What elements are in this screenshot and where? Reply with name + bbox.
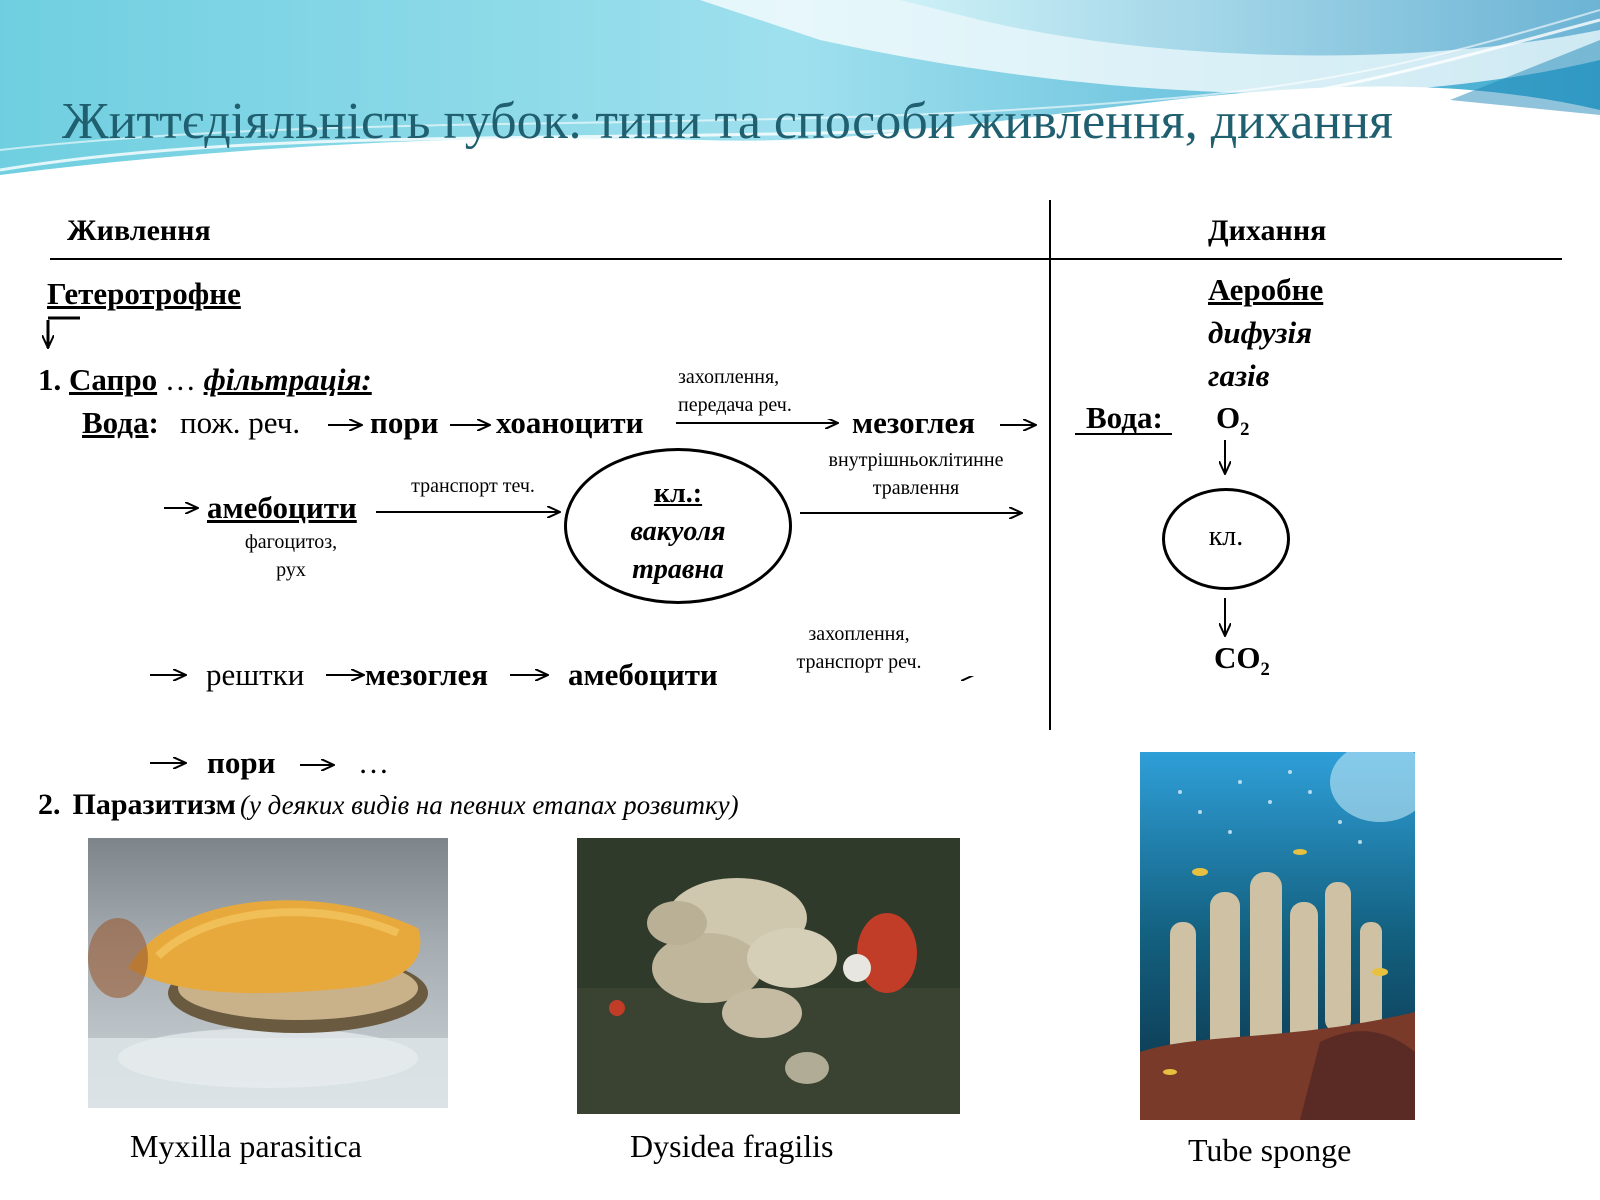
water-label: Вода xyxy=(82,405,149,440)
phago-line1: фагоцитоз, xyxy=(244,531,338,553)
remains-label: рештки xyxy=(206,657,305,692)
header-feeding: Живлення xyxy=(67,214,211,247)
caption-dysidea: Dysidea fragilis xyxy=(630,1128,834,1164)
heterotroph-label: Гетеротрофне xyxy=(47,276,241,311)
myxilla-image xyxy=(88,838,448,1108)
dissolved-label: пож. реч. xyxy=(180,405,301,440)
item1-num: 1. xyxy=(38,362,62,397)
transport-note: транспорт теч. xyxy=(378,472,568,500)
item1-line xyxy=(38,362,372,398)
dysidea-image xyxy=(577,838,960,1114)
pores2-label: пори xyxy=(207,745,276,780)
slide-title: Життєдіяльність губок: типи та способи живлення, дихання xyxy=(62,93,1393,150)
co2-label: $CO_2$ xyxy=(1214,640,1270,681)
capture-transfer-note xyxy=(672,363,858,419)
item1-dots: … xyxy=(164,362,196,397)
respiration-cell xyxy=(1162,488,1290,590)
cell-kl-label: кл.: xyxy=(653,478,703,509)
capture-transport-line2: транспорт реч. xyxy=(796,651,922,673)
photo-dysidea-fragilis xyxy=(577,838,960,1114)
intracell-line2: травлення xyxy=(872,477,960,499)
water-label-wrap xyxy=(82,405,159,441)
header-respiration: Дихання xyxy=(1208,214,1327,247)
amoebocytes2-label: амебоцити xyxy=(568,657,718,692)
aerobic-label: Аеробне xyxy=(1208,272,1324,307)
photo-tube-sponge xyxy=(1140,752,1415,1120)
digestive-vacuole-cell xyxy=(564,448,792,604)
item2-num: 2. xyxy=(38,788,61,821)
sapro-label: Сапро xyxy=(69,362,158,397)
amoebocytes-label: амебоцити xyxy=(207,490,357,525)
intracell-line1: внутрішньоклітинне xyxy=(828,449,1004,471)
capture-transport-line1: захоплення, xyxy=(808,623,910,645)
pores-label: пори xyxy=(370,405,439,440)
capture-transfer-line2: передача реч. xyxy=(678,394,792,416)
gases-label: газів xyxy=(1208,358,1270,393)
parasitism-note: (у деяких видів на певних етапах розвитку) xyxy=(239,790,739,820)
ellipsis: … xyxy=(358,745,389,780)
mesoglea2-label: мезоглея xyxy=(365,657,489,692)
intracellular-digestion-note xyxy=(794,446,1038,502)
mesoglea-label: мезоглея xyxy=(852,405,976,440)
diffusion-label: дифузія xyxy=(1208,315,1313,350)
cell-digestive-label: травна xyxy=(632,554,724,585)
resp-cell-label: кл. xyxy=(1208,521,1244,552)
tube-sponge-image xyxy=(1140,752,1415,1120)
caption-tube-sponge: Tube sponge xyxy=(1188,1132,1352,1168)
caption-myxilla: Myxilla parasitica xyxy=(130,1128,362,1164)
choanocytes-label: хоаноцити xyxy=(496,405,644,440)
phagocytosis-note xyxy=(198,528,384,584)
o2-label: $O_2$ xyxy=(1216,400,1250,441)
capture-transfer-line1: захоплення, xyxy=(678,366,780,388)
cell-vacuole-label: вакуоля xyxy=(630,516,726,547)
photo-myxilla-parasitica xyxy=(88,838,448,1108)
item2-line xyxy=(38,788,739,822)
parasitism-label: Паразитизм xyxy=(72,788,236,821)
resp-water-label: Вода: xyxy=(1086,400,1163,435)
phago-line2: рух xyxy=(276,559,306,581)
capture-transport-note xyxy=(728,620,990,676)
water-colon: : xyxy=(148,405,159,440)
filtration-label: фільтрація: xyxy=(203,362,372,397)
